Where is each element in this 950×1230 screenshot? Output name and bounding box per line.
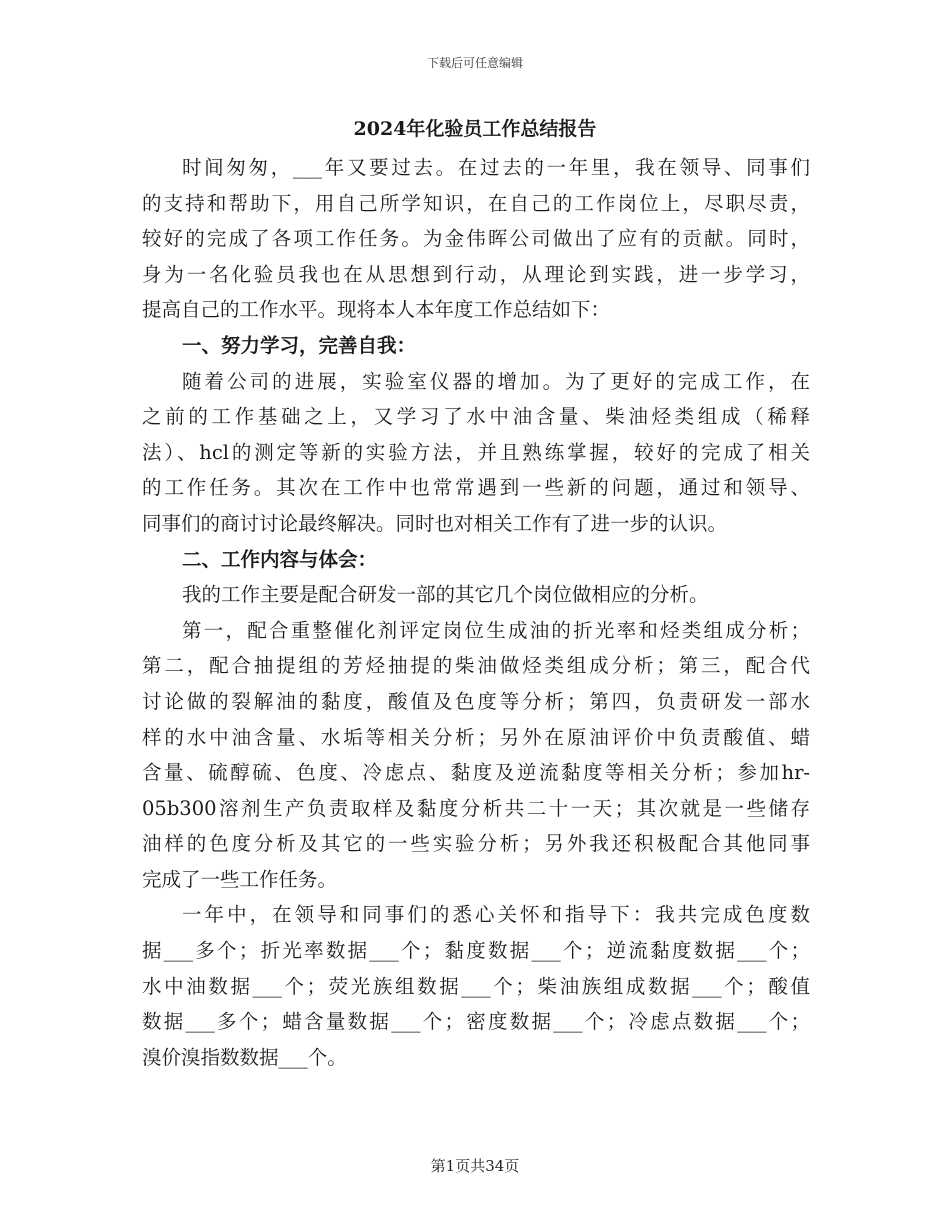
body-text-line: 第二，配合抽提组的芳烃抽提的柴油做烃类组成分析；第三，配合代 [142,654,810,678]
body-text-line: 05b300溶剂生产负责取样及黏度分析共二十一天；其次就是一些储存 [142,796,810,820]
body-text-line: 随着公司的进展，实验室仪器的增加。为了更好的完成工作，在 [182,369,810,393]
body-text-line: 完成了一些工作任务。 [142,867,338,891]
section-heading: 二、工作内容与体会： [182,547,378,571]
body-text-line: 样的水中油含量、水垢等相关分析；另外在原油评价中负责酸值、蜡 [142,725,810,749]
page-footer: 第1页共34页 [430,1157,520,1175]
body-text-line: 较好的完成了各项工作任务。为金伟晖公司做出了应有的贡献。同时， [142,227,810,251]
body-text-line: 水中油数据___个；荧光族组数据___个；柴油族组成数据___个；酸值 [142,974,810,998]
body-text-line: 的工作任务。其次在工作中也常常遇到一些新的问题，通过和领导、 [142,476,810,500]
body-text-line: 身为一名化验员我也在从思想到行动，从理论到实践，进一步学习， [142,262,810,286]
section-heading: 一、努力学习，完善自我： [182,333,417,357]
body-text-line: 讨论做的裂解油的黏度，酸值及色度等分析；第四，负责研发一部水 [142,689,810,713]
body-text-line: 之前的工作基础之上，又学习了水中油含量、柴油烃类组成（稀释 [142,405,810,429]
document-title: 2024年化验员工作总结报告 [353,118,597,140]
body-text-line: 的支持和帮助下，用自己所学知识，在自己的工作岗位上，尽职尽责， [142,191,810,215]
header-note: 下载后可任意编辑 [426,56,523,70]
body-text-line: 含量、硫醇硫、色度、冷虑点、黏度及逆流黏度等相关分析；参加hr- [142,761,810,785]
body-text-line: 同事们的商讨讨论最终解决。同时也对相关工作有了进一步的认识。 [142,511,728,535]
body-text-line: 数据___多个；蜡含量数据___个；密度数据___个；冷虑点数据___个； [142,1010,810,1034]
body-text-line: 我的工作主要是配合研发一部的其它几个岗位做相应的分析。 [182,583,709,607]
body-text-line: 据___多个；折光率数据___个；黏度数据___个；逆流黏度数据___个； [142,939,810,963]
body-text-line: 溴价溴指数数据___个。 [142,1045,347,1069]
body-text-line: 第一，配合重整催化剂评定岗位生成油的折光率和烃类组成分析； [182,618,810,642]
body-text-line: 提高自己的工作水平。现将本人本年度工作总结如下： [142,298,611,322]
body-text-line: 时间匆匆，___年又要过去。在过去的一年里，我在领导、同事们 [182,156,810,179]
body-text-line: 法）、hcl的测定等新的实验方法，并且熟练掌握，较好的完成了相关 [142,440,810,464]
body-text-line: 油样的色度分析及其它的一些实验分析；另外我还积极配合其他同事 [142,832,810,856]
body-text-line: 一年中，在领导和同事们的悉心关怀和指导下：我共完成色度数 [182,903,810,927]
document-body [142,150,810,1075]
